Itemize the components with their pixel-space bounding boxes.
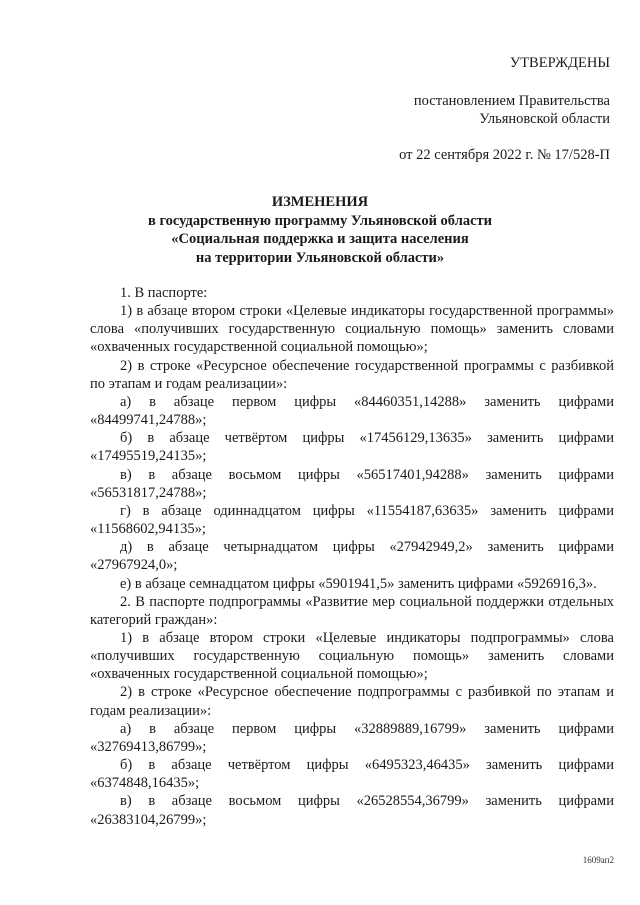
- approval-date: от 22 сентября 2022 г. № 17/528-П: [399, 147, 610, 163]
- approved-label: УТВЕРЖДЕНЫ: [509, 55, 610, 71]
- title-line-3: на территории Ульяновской области»: [195, 249, 445, 266]
- document-title: [0, 193, 640, 267]
- paragraph-9: е) в абзаце семнадцатом цифры «5901941,5» заменить цифрами «5926916,3».: [120, 575, 597, 592]
- approval-line-2: Ульяновской области: [479, 111, 610, 127]
- title-line-2: «Социальная поддержка и защита населения: [171, 231, 469, 248]
- paragraph-4: а) в абзаце первом цифры «84460351,14288» заменить цифрами «84499741,24788»;: [90, 393, 614, 429]
- approval-line-1: постановлением Правительства: [413, 93, 610, 109]
- paragraph-8: д) в абзаце четырнадцатом цифры «27942949,2» заменить цифрами «27967924,0»;: [90, 539, 614, 574]
- paragraph-13: а) в абзаце первом цифры «32889889,16799» заменить цифрами «32769413,86799»;: [90, 720, 614, 755]
- paragraph-1: 1. В паспорте:: [120, 285, 208, 301]
- paragraph-2: 1) в абзаце втором строки «Целевые индикаторы государственной программы» слова «получивших государственную социальную помощь» заменить словами «охваченных государственной социальной помощью»;: [90, 303, 614, 356]
- footer-code: 1609ап2: [582, 855, 614, 865]
- paragraph-7: г) в абзаце одиннадцатом цифры «11554187,63635» заменить цифрами «11568602,94135»;: [90, 502, 614, 538]
- paragraph-15: в) в абзаце восьмом цифры «26528554,36799» заменить цифрами «26383104,26799»;: [90, 793, 614, 828]
- title-heading: ИЗМЕНЕНИЯ: [271, 194, 369, 210]
- document-body: [90, 284, 614, 829]
- paragraph-14: б) в абзаце четвёртом цифры «6495323,46435» заменить цифрами «6374848,16435»;: [90, 757, 614, 792]
- paragraph-5: б) в абзаце четвёртом цифры «17456129,13635» заменить цифрами «17495519,24135»;: [90, 430, 614, 465]
- paragraph-11: 1) в абзаце втором строки «Целевые индикаторы подпрограммы» слова «получивших государственную социальную помощь» заменить словами «охваченных государственной социальной помощью»;: [90, 629, 614, 683]
- paragraph-6: в) в абзаце восьмом цифры «56517401,94288» заменить цифрами «56531817,24788»;: [90, 466, 614, 501]
- title-line-1: в государственную программу Ульяновской области: [147, 212, 492, 229]
- paragraph-12: 2) в строке «Ресурсное обеспечение подпрограммы с разбивкой по этапам и годам реализации»:: [90, 684, 614, 719]
- paragraph-3: 2) в строке «Ресурсное обеспечение государственной программы с разбивкой по этапам и годам реализации»:: [90, 357, 614, 392]
- paragraph-10: 2. В паспорте подпрограммы «Развитие мер социальной поддержки отдельных категорий граждан»:: [90, 593, 614, 628]
